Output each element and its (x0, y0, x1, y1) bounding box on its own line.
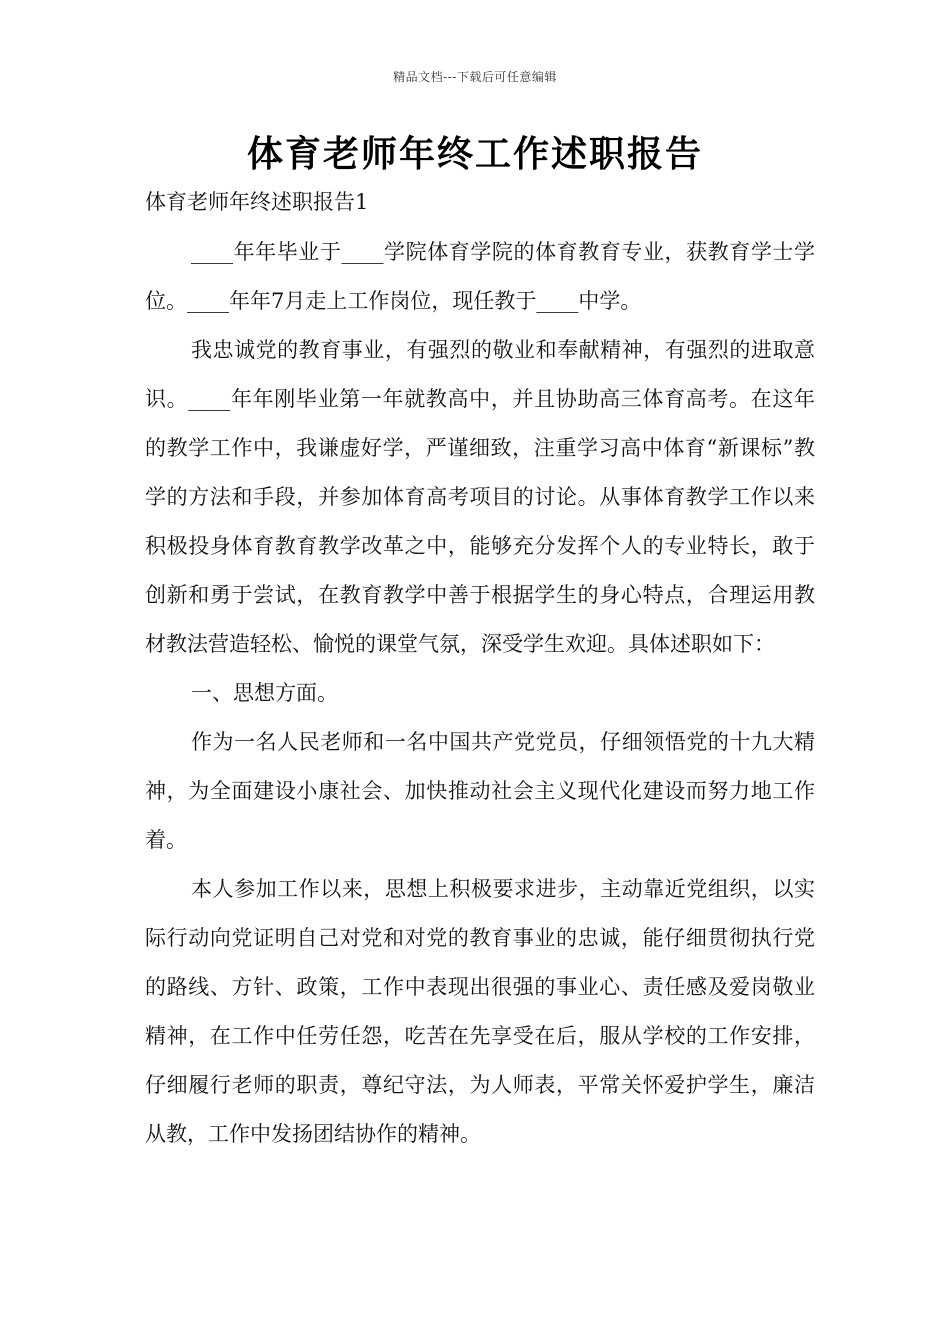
page-header-watermark: 精品文档---下载后可任意编辑 (393, 70, 557, 84)
document-subtitle: 体育老师年终述职报告1 (145, 190, 369, 214)
paragraph-ideology: 作为一名人民老师和一名中国共产党党员，仔细领悟党的十九大精神，为全面建设小康社会、加快推动社会主义现代化建设而努力地工作着。 (145, 730, 815, 852)
document-title: 体育老师年终工作述职报告 (246, 134, 703, 175)
paragraph-overview: 我忠诚党的教育事业，有强烈的敬业和奉献精神，有强烈的进取意识。____年年刚毕业第一年就教高中，并且协助高三体育高考。在这年的教学工作中，我谦虚好学，严谨细致，注重学习高中体育“新课标”教学的方法和手段，并参加体育高考项目的讨论。从事体育教学工作以来积极投身体育教育教学改革之中，能够充分发挥个人的专业特长，敢于创新和勇于尝试，在教育教学中善于根据学生的身心特点，合理运用教材教法营造轻松、愉悦的课堂气氛，深受学生欢迎。具体述职如下： (145, 338, 815, 656)
paragraph-intro: ____年年毕业于____学院体育学院的体育教育专业，获教育学士学位。____年年7月走上工作岗位，现任教于____中学。 (145, 240, 815, 313)
document-body (145, 228, 815, 1159)
paragraph-section-heading: 一、思想方面。 (191, 681, 338, 705)
paragraph-conduct: 本人参加工作以来，思想上积极要求进步，主动靠近党组织，以实际行动向党证明自己对党和对党的教育事业的忠诚，能仔细贯彻执行党的路线、方针、政策，工作中表现出很强的事业心、责任感及爱岗敬业精神，在工作中任劳任怨，吃苦在先享受在后，服从学校的工作安排，仔细履行老师的职责，尊纪守法，为人师表，平常关怀爱护学生，廉洁从教，工作中发扬团结协作的精神。 (145, 877, 815, 1146)
